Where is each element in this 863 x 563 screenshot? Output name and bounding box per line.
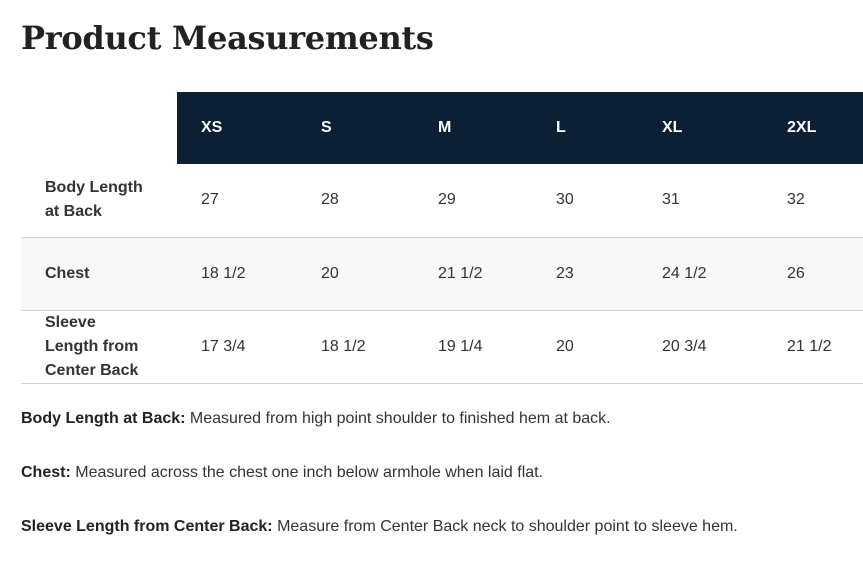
note-term: Chest: [21,464,71,481]
size-header-l: L [532,92,638,164]
table-cell: 29 [438,191,456,209]
measurement-notes [21,408,863,563]
note-term: Body Length at Back: [21,410,186,427]
note-text: Measure from Center Back neck to shoulder point to sleeve hem. [277,518,738,535]
table-cell: 28 [321,191,339,209]
note-body-length [21,408,863,430]
row-label-body-length: Body Length at Back [45,179,143,221]
note-text: Measured across the chest one inch below armhole when laid flat. [75,464,544,481]
table-cell: 20 3/4 [662,337,707,355]
size-header-xs: XS [177,92,297,164]
table-row [21,164,863,237]
note-chest [21,462,863,484]
table-cell: 21 1/2 [787,337,832,355]
size-header-row [21,92,863,164]
header-corner-cell [21,92,177,164]
table-cell: 31 [662,191,680,209]
size-header-2xl: 2XL [763,92,863,164]
row-label-chest: Chest [45,264,90,282]
size-header-s: S [297,92,414,164]
table-row [21,237,863,310]
row-label-sleeve-length: Sleeve Length from Center Back [45,313,139,379]
table-cell: 17 3/4 [201,337,246,355]
table-cell: 21 1/2 [438,264,483,282]
note-term: Sleeve Length from Center Back: [21,518,273,535]
table-cell: 19 1/4 [438,337,483,355]
size-header-xl: XL [638,92,763,164]
page-title: Product Measurements [21,19,434,57]
table-cell: 23 [556,264,574,282]
table-cell: 30 [556,191,574,209]
measurements-table [21,92,863,384]
table-cell: 32 [787,191,805,209]
table-cell: 18 1/2 [201,264,246,282]
size-header-m: M [414,92,532,164]
note-text: Measured from high point shoulder to finished hem at back. [189,410,611,427]
table-row [21,310,863,383]
table-cell: 18 1/2 [321,337,366,355]
table-cell: 26 [787,264,805,282]
table-cell: 24 1/2 [662,264,707,282]
table-cell: 27 [201,191,219,209]
table-cell: 20 [321,264,339,282]
note-sleeve-length [21,516,863,538]
table-cell: 20 [556,337,574,355]
